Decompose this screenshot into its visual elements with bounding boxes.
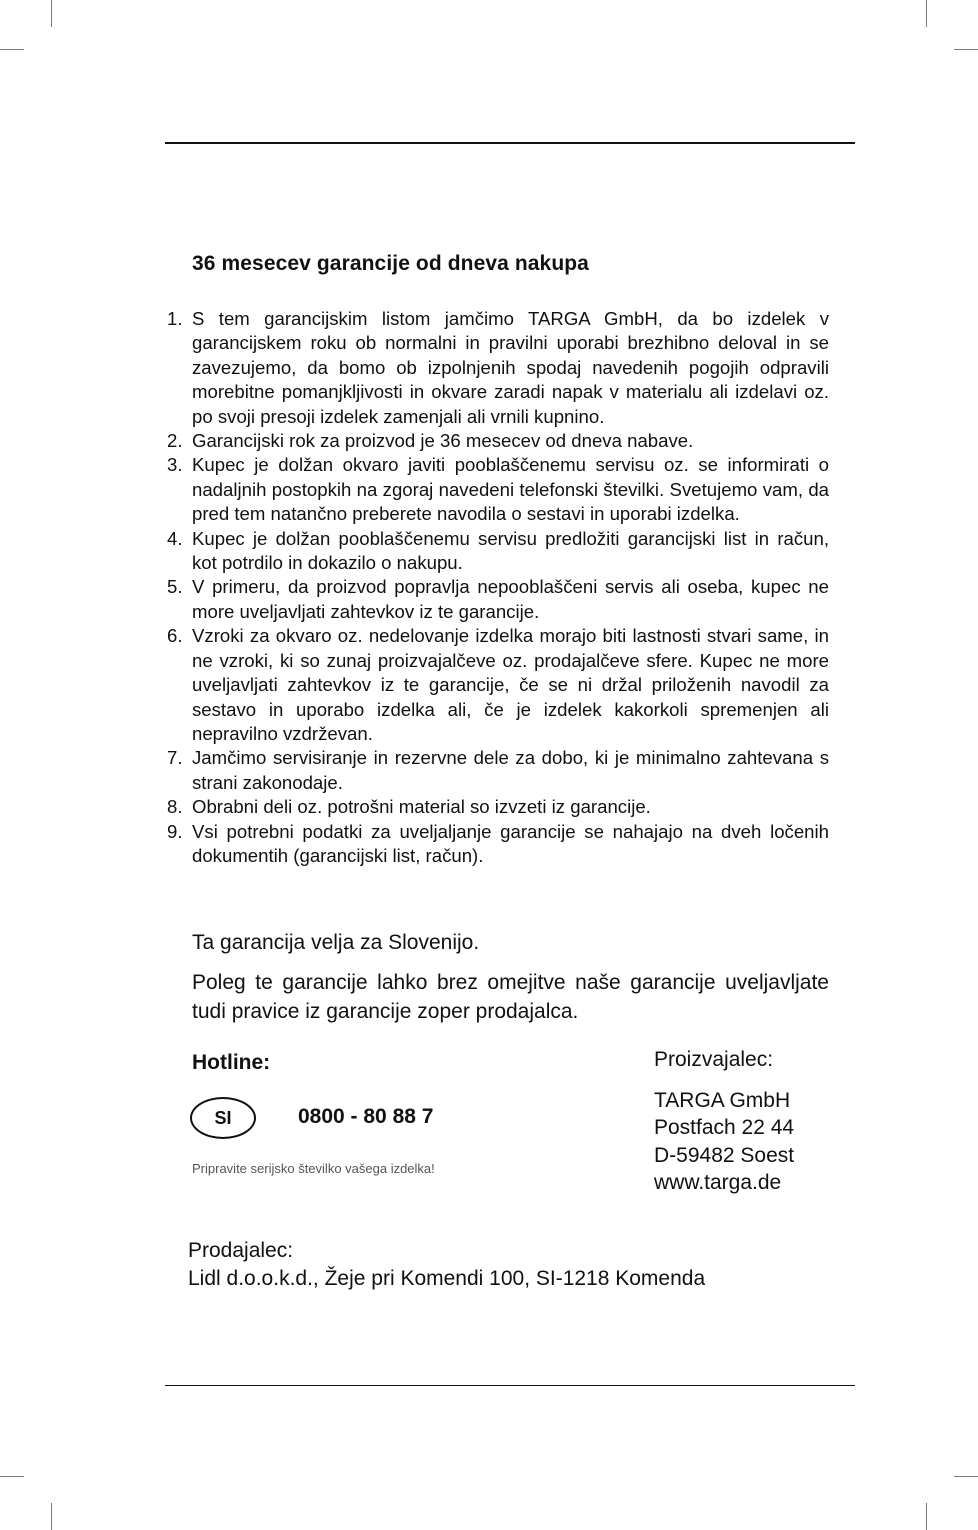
seller-label: Prodajalec:: [188, 1239, 294, 1262]
bottom-rule: [165, 1385, 855, 1386]
item-number: 8.: [167, 796, 183, 818]
list-item: [167, 527, 829, 576]
crop-mark: [954, 1476, 978, 1477]
list-item: [167, 624, 829, 746]
manufacturer-block: [654, 1046, 794, 1196]
list-item: [167, 795, 829, 819]
manufacturer-postbox: Postfach 22 44: [654, 1116, 795, 1140]
list-item: [167, 453, 829, 526]
list-item: [167, 746, 829, 795]
list-item: [167, 429, 829, 453]
seller-block: [188, 1237, 705, 1293]
crop-mark: [0, 49, 24, 50]
hotline-label: Hotline:: [192, 1051, 271, 1074]
item-text: Vzroki za okvaro oz. nedelovanje izdelka morajo biti lastnosti stvari same, in ne vzroki, ki so zunaj proizvajalčeve oz. prodajalčeve sfere. Kupec ne more uveljavljati zahtevkov iz te garancije, če se ni držal priloženih navodil za sestavo in uporabo izdelka ali, če je izdelek kakorkoli spremenjen ali nepravilno vzdrževan.: [192, 625, 829, 744]
crop-mark: [0, 1476, 24, 1477]
item-text: Jamčimo servisiranje in rezervne dele za dobo, ki je minimalno zahtevana s strani zakonodaje.: [192, 747, 829, 793]
hotline-phone: 0800 - 80 88 7: [298, 1105, 434, 1128]
item-number: 1.: [167, 308, 183, 329]
crop-mark: [51, 1503, 52, 1530]
crop-mark: [51, 0, 52, 27]
item-text: V primeru, da proizvod popravlja nepooblaščeni servis ali oseba, kupec ne more uveljavljati zahtevkov iz te garancije.: [192, 576, 829, 622]
country-badge: SI: [190, 1097, 256, 1139]
top-rule: [165, 142, 855, 144]
item-number: 3.: [167, 454, 183, 476]
crop-mark: [954, 49, 978, 50]
seller-address: Lidl d.o.o.k.d., Žeje pri Komendi 100, SI-1218 Komenda: [188, 1267, 706, 1290]
additional-rights-text: Poleg te garancije lahko brez omejitve naše garancije uveljavljate tudi pravice iz garancije zoper prodajalca.: [192, 971, 829, 1023]
item-text: Garancijski rok za proizvod je 36 mesecev od dneva nabave.: [192, 430, 694, 452]
item-number: 9.: [167, 820, 183, 842]
page-title: 36 mesecev garancije od dneva nakupa: [192, 252, 589, 275]
terms-list: [167, 307, 829, 868]
item-text: Kupec je dolžan okvaro javiti pooblaščenemu servisu oz. se informirati o nadaljnih postopkih na zgoraj navedeni telefonski številki. Svetujemo vam, da pred tem natančno preberete navodila o sestavi in uporabi izdelka.: [192, 454, 829, 525]
crop-mark: [926, 1503, 927, 1530]
serial-number-note: Pripravite serijsko številko vašega izdelka!: [192, 1161, 435, 1176]
manufacturer-name: TARGA GmbH: [654, 1089, 791, 1113]
list-item: [167, 307, 829, 429]
item-text: S tem garancijskim listom jamčimo TARGA GmbH, da bo izdelek v garancijskem roku ob normalni in pravilni uporabi brezhibno deloval in se zavezujemo, da bomo ob izpolnjenih spodaj navedenih pogojih odpravili morebitne pomanjkljivosti in okvare zaradi napak v materialu ali izdelavi oz. po svoji presoji izdelek zamenjali ali vrnili kupnino.: [192, 308, 829, 427]
item-text: Vsi potrebni podatki za uveljaljanje garancije se nahajajo na dveh ločenih dokumentih (garancijski list, račun).: [192, 820, 829, 866]
item-text: Obrabni deli oz. potrošni material so izvzeti iz garancije.: [192, 796, 651, 818]
item-number: 5.: [167, 576, 183, 598]
crop-mark: [926, 0, 927, 27]
list-item: [167, 575, 829, 624]
validity-text: Ta garancija velja za Slovenijo.: [192, 931, 480, 954]
item-number: 2.: [167, 430, 183, 452]
item-number: 6.: [167, 625, 183, 647]
manufacturer-label: Proizvajalec:: [654, 1048, 774, 1071]
list-item: [167, 820, 829, 869]
manufacturer-website: www.targa.de: [654, 1170, 782, 1194]
item-text: Kupec je dolžan pooblaščenemu servisu predložiti garancijski list in račun, kot potrdilo in dokazilo o nakupu.: [192, 527, 829, 574]
item-number: 7.: [167, 747, 183, 769]
item-number: 4.: [167, 527, 183, 549]
manufacturer-city: D-59482 Soest: [654, 1143, 795, 1167]
